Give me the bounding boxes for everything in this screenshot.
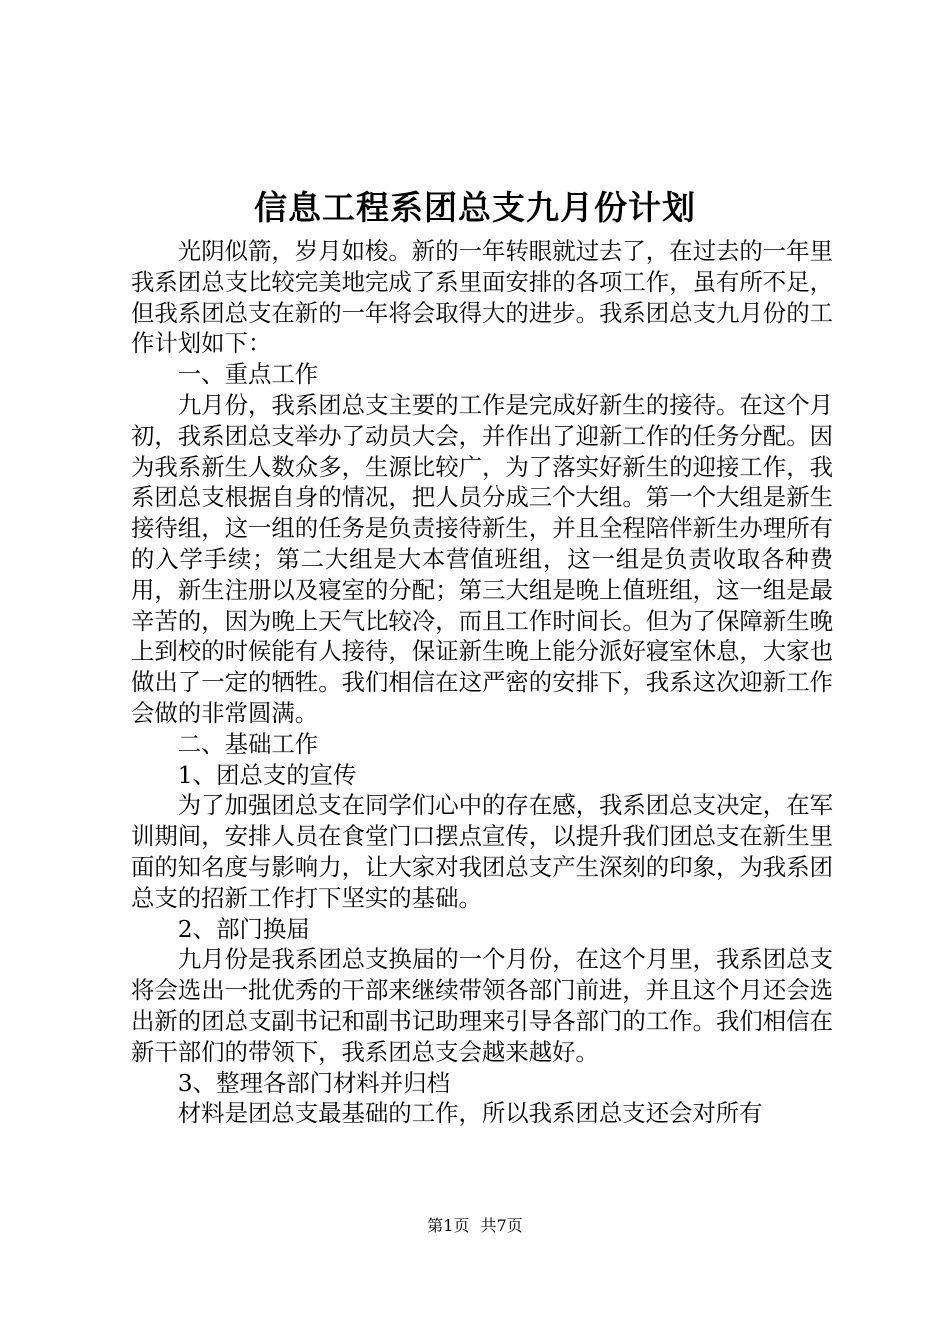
paragraph-department-transition: 九月份是我系团总支换届的一个月份，在这个月里，我系团总支将会选出一批优秀的干部来继续带领各部门前进，并且这个月还会选出新的团总支副书记和副书记助理来引导各部门的工作。我们相信在新干部们的带领下，我系团总支会越来越好。 <box>131 945 833 1066</box>
subheading-department-transition: 2、部门换届 <box>177 914 310 943</box>
paragraph-publicity: 为了加强团总支在同学们心中的存在感，我系团总支决定，在军训期间，安排人员在食堂门口摆点宣传，以提升我们团总支在新生里面的知名度与影响力，让大家对我团总支产生深刻的印象，为我系团总支的招新工作打下坚实的基础。 <box>131 791 833 912</box>
page-total: 共7页 <box>480 1216 523 1235</box>
paragraph-intro: 光阴似箭，岁月如梭。新的一年转眼就过去了，在过去的一年里我系团总支比较完美地完成了系里面安排的各项工作，虽有所不足，但我系团总支在新的一年将会取得大的进步。我系团总支九月份的工作计划如下： <box>131 237 833 358</box>
paragraph-archiving: 材料是团总支最基础的工作，所以我系团总支还会对所有 <box>177 1099 763 1128</box>
page-footer <box>0 1216 950 1236</box>
paragraph-key-work: 九月份，我系团总支主要的工作是完成好新生的接待。在这个月初，我系团总支举办了动员大会，并作出了迎新工作的任务分配。因为我系新生人数众多，生源比较广，为了落实好新生的迎接工作，我系团总支根据自身的情况，把人员分成三个大组。第一个大组是新生接待组，这一组的任务是负责接待新生，并且全程陪伴新生办理所有的入学手续；第二大组是大本营值班组，这一组是负责收取各种费用，新生注册以及寝室的分配；第三大组是晚上值班组，这一组是最辛苦的，因为晚上天气比较冷，而且工作时间长。但为了保障新生晚上到校的时候能有人接待，保证新生晚上能分派好寝室休息，大家也做出了一定的牺牲。我们相信在这严密的安排下，我系这次迎新工作会做的非常圆满。 <box>131 390 833 727</box>
page-title: 信息工程系团总支九月份计划 <box>254 188 696 227</box>
section-heading-key-work: 一、重点工作 <box>177 360 319 389</box>
subheading-archiving: 3、整理各部门材料并归档 <box>177 1068 450 1097</box>
section-heading-basic-work: 二、基础工作 <box>177 729 319 758</box>
document-body <box>131 236 833 1129</box>
subheading-publicity: 1、团总支的宣传 <box>177 760 357 789</box>
page-number: 第1页 <box>427 1216 470 1235</box>
